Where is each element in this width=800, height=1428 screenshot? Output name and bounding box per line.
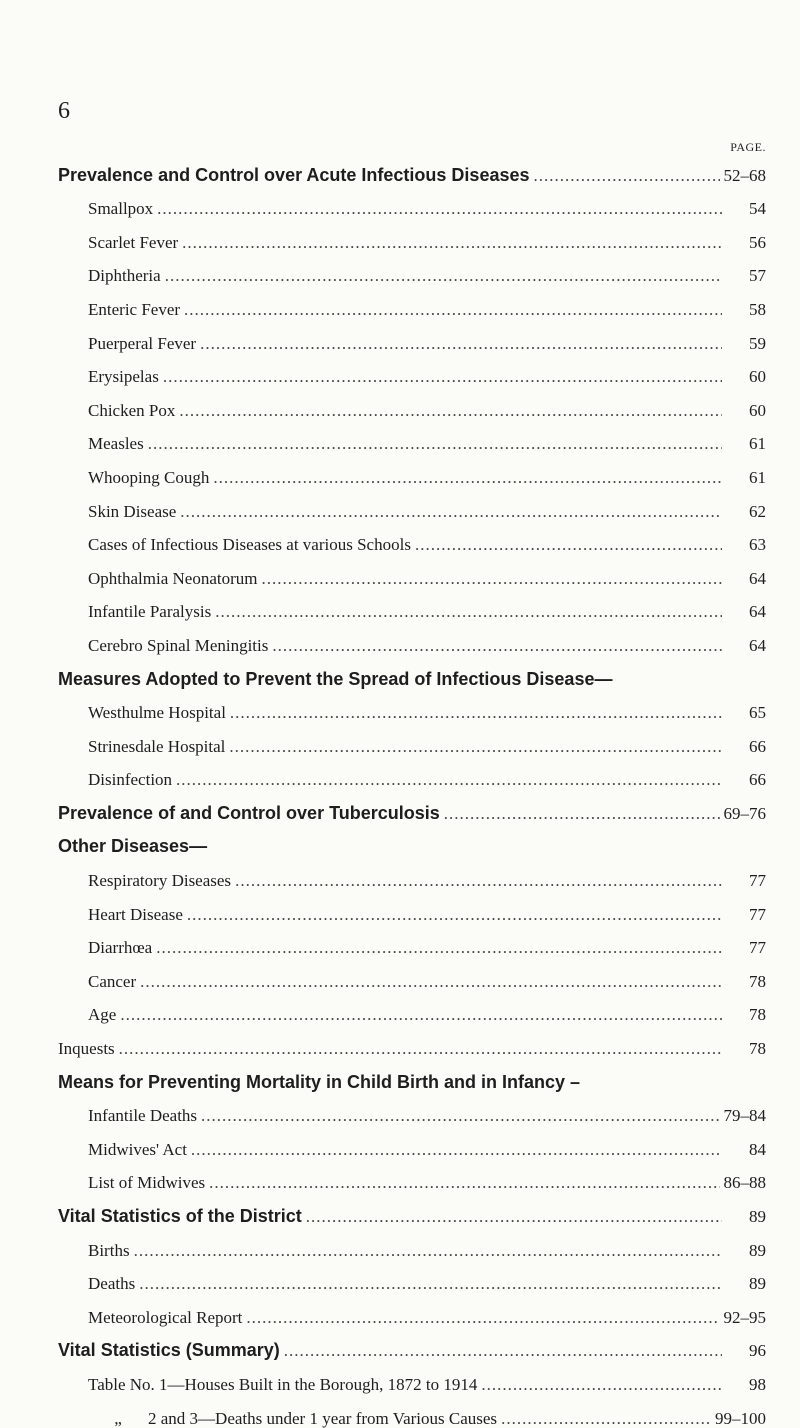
toc-entry-title: Vital Statistics (Summary) <box>58 1340 280 1361</box>
toc-entry <box>58 855 766 889</box>
toc-entry-page: 79–84 <box>723 1106 766 1126</box>
dot-leader <box>246 1309 719 1326</box>
toc-entry-page: 99–100 <box>715 1408 766 1428</box>
toc-entry-page: 60 <box>749 367 766 387</box>
toc-entry-title: Disinfection <box>88 770 173 790</box>
toc-section-heading <box>58 822 766 856</box>
dot-leader <box>481 1376 722 1393</box>
toc-entry <box>58 1359 766 1393</box>
toc-entry-page: 59 <box>749 333 766 353</box>
toc-entry <box>58 889 766 923</box>
table-of-contents <box>58 150 766 1427</box>
toc-entry-title: Puerperal Fever <box>88 333 197 353</box>
toc-section-heading <box>58 150 766 184</box>
toc-section-heading <box>58 1326 766 1360</box>
toc-entry <box>58 1259 766 1293</box>
toc-entry-title: Scarlet Fever <box>88 232 179 252</box>
toc-entry <box>58 1225 766 1259</box>
toc-entry-title: Chicken Pox <box>88 400 176 420</box>
dot-leader <box>180 503 722 520</box>
toc-entry <box>58 184 766 218</box>
toc-entry <box>58 553 766 587</box>
toc-entry-title: Measles <box>88 434 144 454</box>
dot-leader <box>272 637 722 654</box>
toc-entry-title: Ophthalmia Neonatorum <box>88 568 258 588</box>
toc-entry-title: Infantile Paralysis <box>88 602 212 622</box>
toc-entry-page: 57 <box>749 266 766 286</box>
toc-entry <box>58 419 766 453</box>
toc-entry-title: Other Diseases— <box>58 836 208 857</box>
dot-leader <box>134 1242 722 1259</box>
toc-entry-title: Heart Disease <box>88 904 183 924</box>
toc-entry-page: 62 <box>749 501 766 521</box>
toc-entry <box>58 990 766 1024</box>
dot-leader <box>165 267 722 284</box>
toc-entry-title: List of Midwives <box>88 1173 206 1193</box>
dot-leader <box>215 603 722 620</box>
toc-entry-title: Erysipelas <box>88 367 159 387</box>
dot-leader <box>156 939 722 956</box>
toc-entry-page: 92–95 <box>723 1307 766 1327</box>
dot-leader <box>184 301 722 318</box>
toc-entry-title: Means for Preventing Mortality in Child Birth and in Infancy – <box>58 1071 581 1092</box>
dot-leader <box>415 536 722 553</box>
toc-entry-page: 58 <box>749 299 766 319</box>
page-number: 6 <box>58 98 70 124</box>
toc-entry <box>58 251 766 285</box>
toc-entry-title: Measures Adopted to Prevent the Spread of Infectious Disease— <box>58 668 613 689</box>
toc-entry-title: Meteorological Report <box>88 1307 243 1327</box>
dot-leader <box>501 1410 711 1427</box>
toc-entry-page: 52–68 <box>723 165 766 185</box>
toc-entry <box>58 352 766 386</box>
toc-entry <box>58 217 766 251</box>
dot-leader <box>182 234 722 251</box>
toc-entry-page: 66 <box>749 736 766 756</box>
dot-leader <box>262 570 723 587</box>
dot-leader <box>284 1342 722 1359</box>
toc-entry-title: Cases of Infectious Diseases at various Schools <box>88 535 411 555</box>
toc-entry <box>58 486 766 520</box>
toc-entry-page: 69–76 <box>723 803 766 823</box>
dot-leader <box>157 200 722 217</box>
toc-entry <box>58 1124 766 1158</box>
toc-entry-title: Infantile Deaths <box>88 1106 198 1126</box>
toc-entry-title: Prevalence of and Control over Tuberculosis <box>58 802 440 823</box>
toc-entry-page: 60 <box>749 400 766 420</box>
dot-leader <box>235 872 722 889</box>
dot-leader <box>119 1040 722 1057</box>
toc-entry <box>58 755 766 789</box>
toc-entry-page: 77 <box>749 871 766 891</box>
dot-leader <box>179 402 722 419</box>
toc-entry-page: 64 <box>749 602 766 622</box>
toc-entry-page: 89 <box>749 1240 766 1260</box>
toc-entry-title: Table No. 1—Houses Built in the Borough, 1872 to 1914 <box>88 1374 478 1394</box>
toc-entry-title: Strinesdale Hospital <box>88 736 226 756</box>
dot-leader <box>209 1174 719 1191</box>
dot-leader <box>148 435 722 452</box>
dot-leader <box>229 738 722 755</box>
toc-entry-title: Prevalence and Control over Acute Infectious Diseases <box>58 164 530 185</box>
toc-entry-title: Births <box>88 1240 130 1260</box>
dot-leader <box>120 1006 722 1023</box>
toc-entry <box>58 1292 766 1326</box>
toc-entry <box>58 385 766 419</box>
toc-entry-title: Skin Disease <box>88 501 177 521</box>
toc-entry-title: 2 and 3—Deaths under 1 year from Various Causes <box>148 1408 498 1428</box>
toc-entry-title: Age <box>88 1005 117 1025</box>
toc-entry-page: 54 <box>749 199 766 219</box>
toc-entry <box>58 587 766 621</box>
toc-section-heading <box>58 788 766 822</box>
dot-leader <box>201 1107 719 1124</box>
toc-entry-title: Inquests <box>58 1039 115 1059</box>
toc-entry-page: 78 <box>749 971 766 991</box>
toc-entry <box>58 1393 766 1427</box>
dot-leader <box>230 704 722 721</box>
dot-leader <box>213 469 722 486</box>
toc-entry-page: 98 <box>749 1374 766 1394</box>
toc-entry-page: 96 <box>749 1341 766 1361</box>
toc-entry-title: Whooping Cough <box>88 467 210 487</box>
toc-entry-page: 77 <box>749 938 766 958</box>
toc-entry-title: Respiratory Diseases <box>88 871 232 891</box>
toc-section-heading <box>58 1191 766 1225</box>
toc-entry-page: 61 <box>749 434 766 454</box>
toc-entry-page: 61 <box>749 467 766 487</box>
toc-entry-title: Westhulme Hospital <box>88 703 226 723</box>
dot-leader <box>187 906 722 923</box>
toc-entry <box>58 452 766 486</box>
toc-entry <box>58 1091 766 1125</box>
toc-entry-page: 86–88 <box>723 1173 766 1193</box>
toc-entry <box>58 620 766 654</box>
toc-entry <box>58 284 766 318</box>
dot-leader <box>444 805 720 822</box>
dot-leader <box>534 167 720 184</box>
dot-leader <box>139 1275 722 1292</box>
toc-section-heading <box>58 1057 766 1091</box>
page-column-header: PAGE. <box>730 140 766 154</box>
toc-entry-title: Vital Statistics of the District <box>58 1206 302 1226</box>
toc-entry-title: Deaths <box>88 1274 136 1294</box>
toc-entry-page: 89 <box>749 1207 766 1226</box>
toc-entry-title: Enteric Fever <box>88 299 181 319</box>
toc-section-heading <box>58 654 766 688</box>
toc-entry <box>58 318 766 352</box>
toc-entry-page: 78 <box>749 1039 766 1059</box>
toc-entry <box>58 923 766 957</box>
toc-entry-title: Cancer <box>88 971 137 991</box>
toc-entry-title: Diphtheria <box>88 266 161 286</box>
dot-leader <box>140 973 722 990</box>
toc-entry-page: 65 <box>749 703 766 723</box>
toc-entry <box>58 1158 766 1192</box>
dot-leader <box>176 771 722 788</box>
toc-entry-title: Midwives' Act <box>88 1139 187 1159</box>
toc-entry-page: 89 <box>749 1274 766 1294</box>
dot-leader <box>200 335 722 352</box>
toc-entry-title: Diarrhœa <box>88 938 153 958</box>
ditto-mark: „ <box>114 1408 122 1428</box>
toc-entry-page: 64 <box>749 568 766 588</box>
toc-entry-page: 84 <box>749 1139 766 1159</box>
toc-entry-page: 63 <box>749 535 766 555</box>
toc-entry <box>58 956 766 990</box>
toc-entry-title: Smallpox <box>88 199 154 219</box>
toc-entry-page: 56 <box>749 232 766 252</box>
toc-entry-page: 78 <box>749 1005 766 1025</box>
dot-leader <box>306 1208 722 1225</box>
toc-entry <box>58 520 766 554</box>
toc-entry <box>58 1023 766 1057</box>
toc-entry <box>58 721 766 755</box>
toc-entry-page: 77 <box>749 904 766 924</box>
toc-entry-page: 64 <box>749 635 766 655</box>
toc-entry <box>58 688 766 722</box>
toc-entry-title: Cerebro Spinal Meningitis <box>88 635 269 655</box>
dot-leader <box>163 368 722 385</box>
dot-leader <box>191 1141 722 1158</box>
toc-entry-page: 66 <box>749 770 766 790</box>
